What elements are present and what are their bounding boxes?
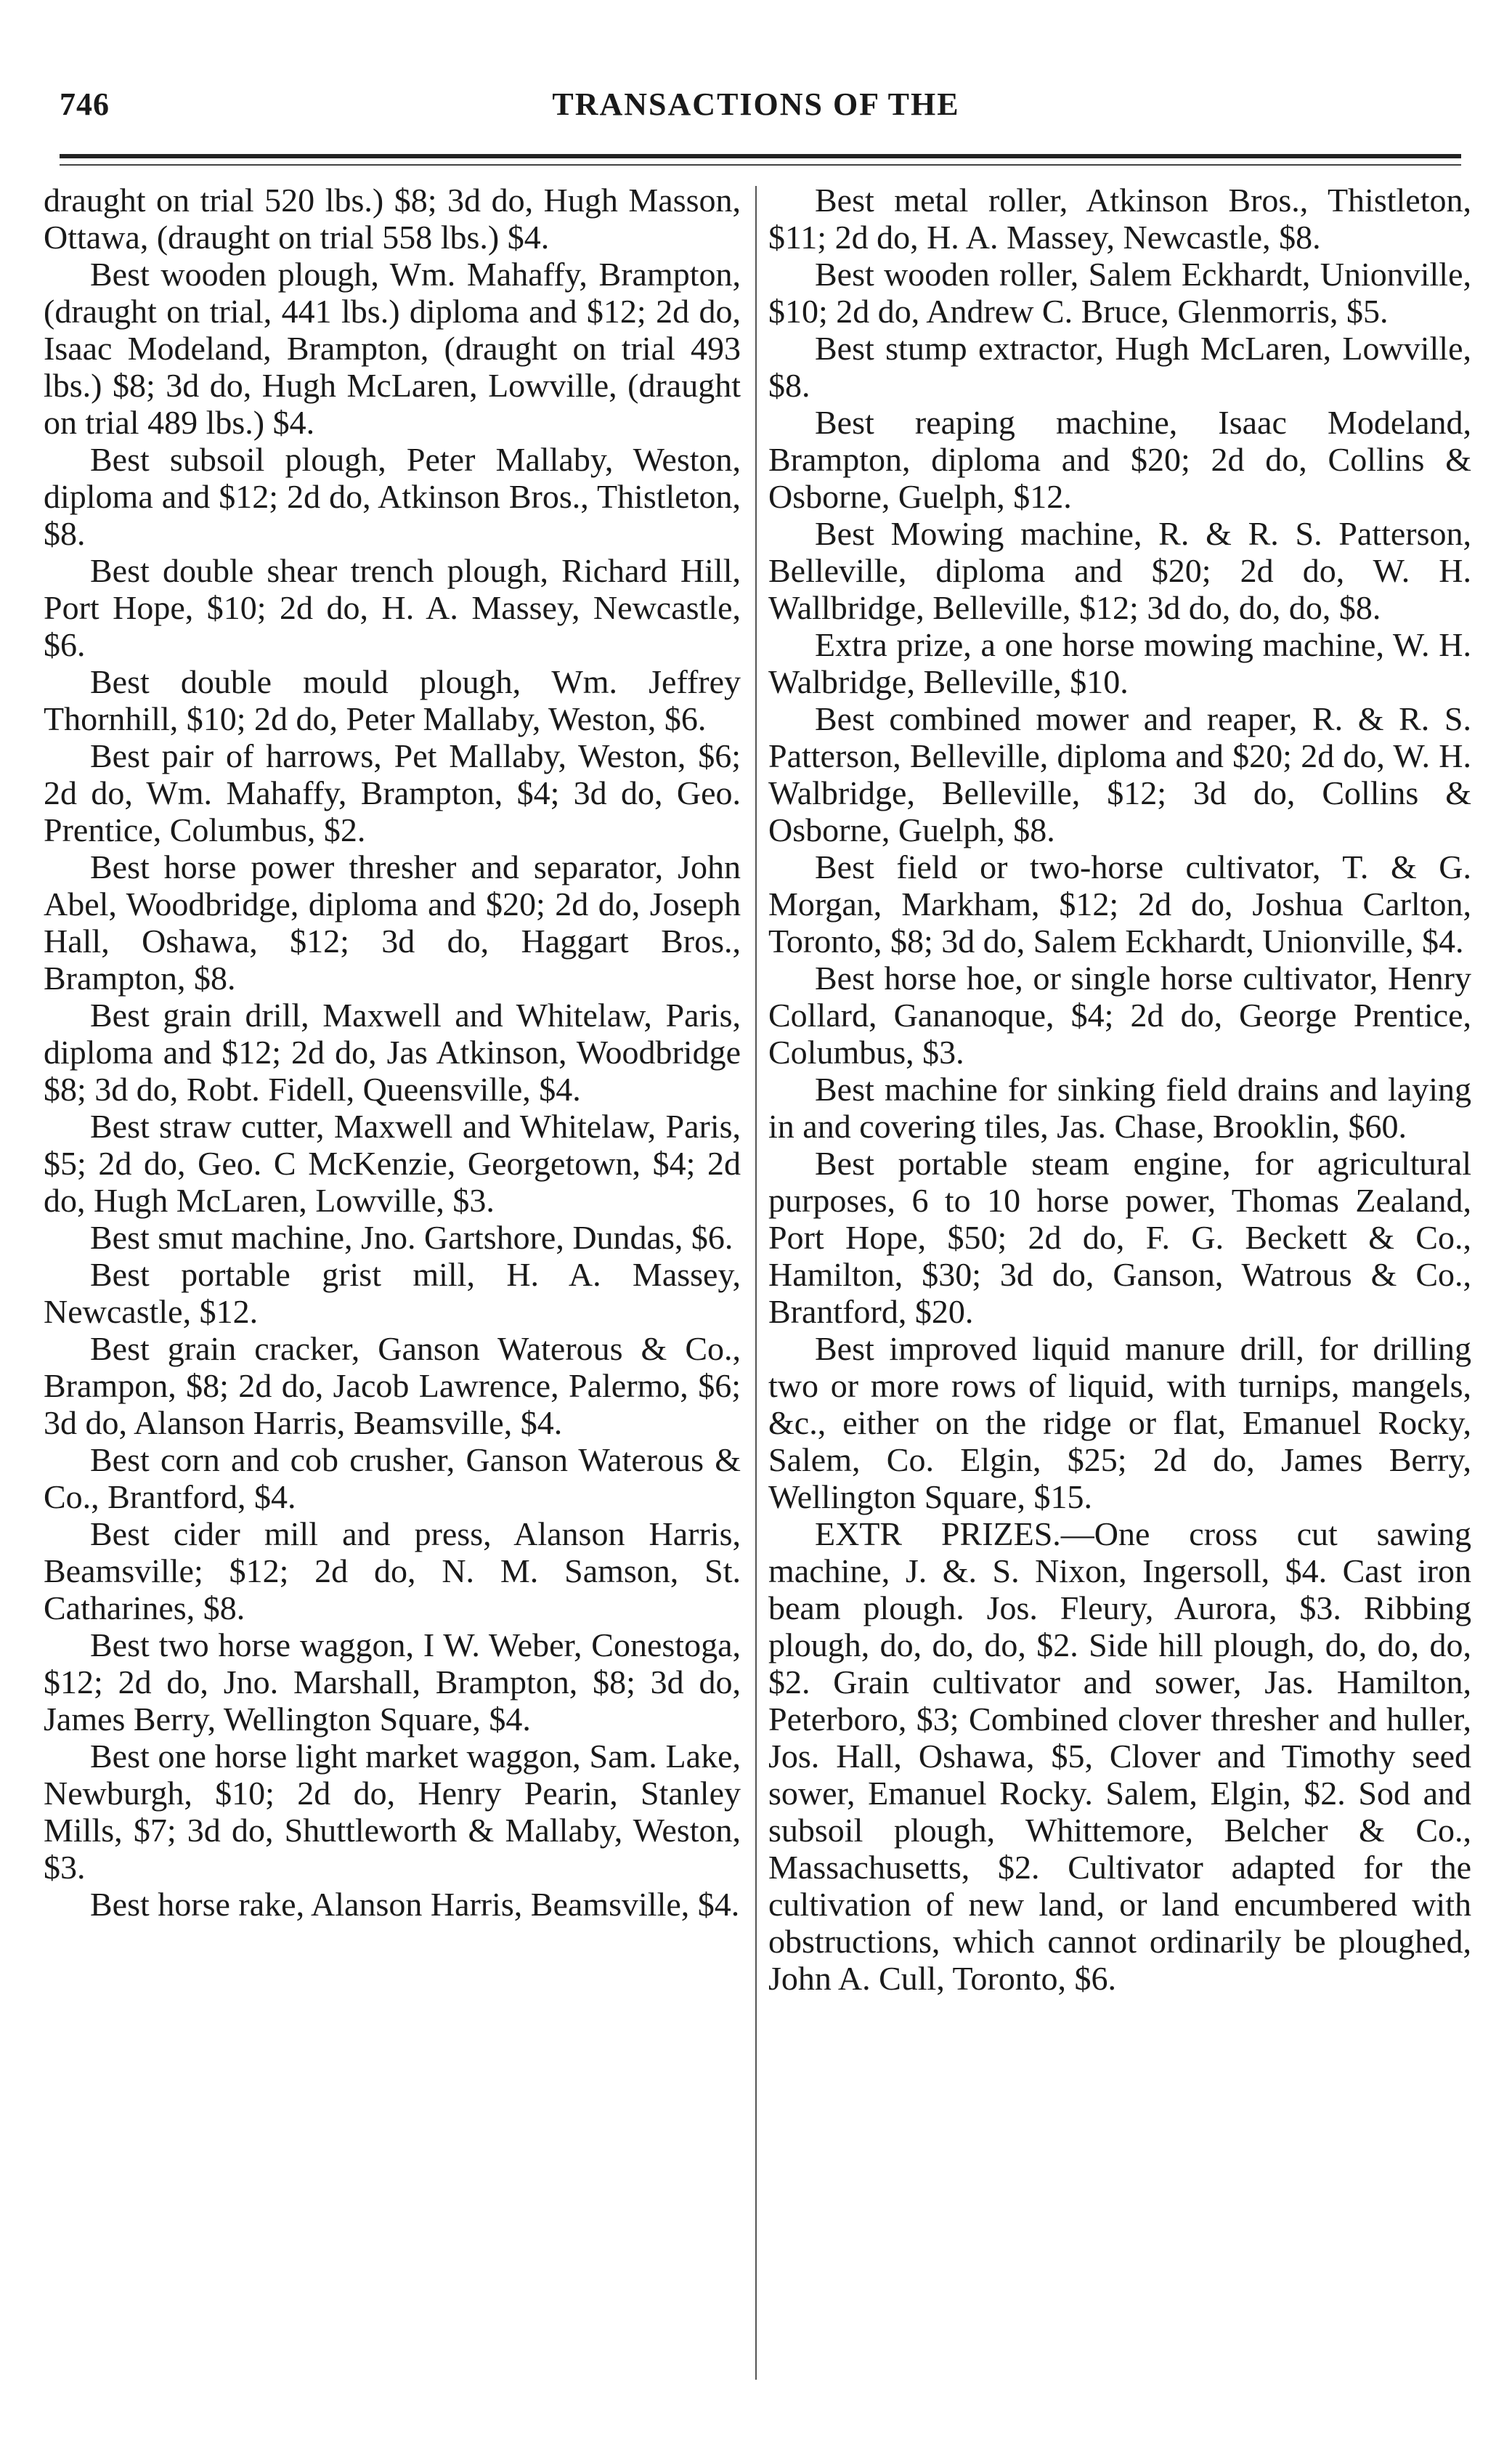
- paragraph: Best field or two-horse cultivator, T. & G. Morgan, Markham, $12; 2d do, Joshua Carlton, Toronto, $8; 3d do, Salem Eckhardt, Unionville, $4.: [768, 848, 1471, 960]
- paragraph: Best subsoil plough, Peter Mallaby, Weston, diploma and $12; 2d do, Atkinson Bros., Thistleton, $8.: [44, 441, 741, 552]
- paragraph: Best machine for sinking field drains and laying in and covering tiles, Jas. Chase, Brooklin, $60.: [768, 1071, 1471, 1145]
- paragraph: Best improved liquid manure drill, for drilling two or more rows of liquid, with turnips, mangels, &c., either on the ridge or flat, Emanuel Rocky, Salem, Co. Elgin, $25; 2d do, James Berry, Wellington Square, $15.: [768, 1330, 1471, 1515]
- header-rule-thick: [60, 154, 1461, 158]
- column-divider: [755, 186, 757, 2380]
- paragraph: Best smut machine, Jno. Gartshore, Dundas, $6.: [90, 1219, 733, 1256]
- left-column: [44, 182, 741, 1923]
- page-title: TRANSACTIONS OF THE: [552, 86, 960, 122]
- right-column: [768, 182, 1471, 1997]
- paragraph: Best straw cutter, Maxwell and Whitelaw, Paris, $5; 2d do, Geo. C McKenzie, Georgetown, $4; 2d do, Hugh McLaren, Lowville, $3.: [44, 1108, 741, 1219]
- paragraph: Best pair of harrows, Pet Mallaby, Weston, $6; 2d do, Wm. Mahaffy, Brampton, $4; 3d do, Geo. Prentice, Columbus, $2.: [44, 737, 741, 848]
- page-header: [44, 86, 1468, 144]
- paragraph: Best grain drill, Maxwell and Whitelaw, Paris, diploma and $12; 2d do, Jas Atkinson, Woodbridge $8; 3d do, Robt. Fidell, Queensville, $4.: [44, 997, 741, 1108]
- paragraph: Best grain cracker, Ganson Waterous & Co., Brampon, $8; 2d do, Jacob Lawrence, Palermo, $6; 3d do, Alanson Harris, Beamsville, $4.: [44, 1330, 741, 1441]
- paragraph: Best horse power thresher and separator, John Abel, Woodbridge, diploma and $20; 2d do, Joseph Hall, Oshawa, $12; 3d do, Haggart Bros., Brampton, $8.: [44, 848, 741, 997]
- paragraph: Best double mould plough, Wm. Jeffrey Thornhill, $10; 2d do, Peter Mallaby, Weston, $6.: [44, 663, 741, 737]
- paragraph: Best reaping machine, Isaac Modeland, Brampton, diploma and $20; 2d do, Collins & Osborne, Guelph, $12.: [768, 404, 1471, 515]
- paragraph: EXTR PRIZES.—One cross cut sawing machine, J. &. S. Nixon, Ingersoll, $4. Cast iron beam plough. Jos. Fleury, Aurora, $3. Ribbing plough, do, do, do, $2. Side hill plough, do, do, do, $2. Grain cultivator and sower, Jas. Hamilton, Peterboro, $3; Combined clover thresher and huller, Jos. Hall, Oshawa, $5, Clover and Timothy seed sower, Emanuel Rocky. Salem, Elgin, $2. Sod and subsoil plough, Whittemore, Belcher & Co., Massachusetts, $2. Cultivator adapted for the cultivation of new land, or land encumbered with obstructions, which cannot ordinarily be ploughed, John A. Cull, Toronto, $6.: [768, 1515, 1471, 1997]
- paragraph: draught on trial 520 lbs.) $8; 3d do, Hugh Masson, Ottawa, (draught on trial 558 lbs.) $4.: [44, 182, 741, 256]
- paragraph: Best wooden plough, Wm. Mahaffy, Brampton, (draught on trial, 441 lbs.) diploma and $12; 2d do, Isaac Modeland, Brampton, (draught on trial 493 lbs.) $8; 3d do, Hugh McLaren, Lowville, (draught on trial 489 lbs.) $4.: [44, 256, 741, 441]
- paragraph: Best corn and cob crusher, Ganson Waterous & Co., Brantford, $4.: [44, 1441, 741, 1515]
- paragraph: Extra prize, a one horse mowing machine, W. H. Walbridge, Belleville, $10.: [768, 626, 1471, 700]
- page-number: 746: [60, 86, 110, 122]
- paragraph: Best wooden roller, Salem Eckhardt, Unionville, $10; 2d do, Andrew C. Bruce, Glenmorris, $5.: [768, 256, 1471, 330]
- paragraph: Best horse rake, Alanson Harris, Beamsville, $4.: [90, 1886, 740, 1923]
- paragraph: Best two horse waggon, I W. Weber, Conestoga, $12; 2d do, Jno. Marshall, Brampton, $8; 3d do, James Berry, Wellington Square, $4.: [44, 1626, 741, 1738]
- paragraph: Best horse hoe, or single horse cultivator, Henry Collard, Gananoque, $4; 2d do, George Prentice, Columbus, $3.: [768, 960, 1471, 1071]
- paragraph: Best portable steam engine, for agricultural purposes, 6 to 10 horse power, Thomas Zealand, Port Hope, $50; 2d do, F. G. Beckett & Co., Hamilton, $30; 3d do, Ganson, Watrous & Co., Brantford, $20.: [768, 1145, 1471, 1330]
- paragraph: Best cider mill and press, Alanson Harris, Beamsville; $12; 2d do, N. M. Samson, St. Catharines, $8.: [44, 1515, 741, 1626]
- header-rule-thin: [60, 164, 1461, 166]
- paragraph: Best double shear trench plough, Richard Hill, Port Hope, $10; 2d do, H. A. Massey, Newcastle, $6.: [44, 552, 741, 663]
- paragraph: Best metal roller, Atkinson Bros., Thistleton, $11; 2d do, H. A. Massey, Newcastle, $8.: [768, 182, 1471, 256]
- paragraph: Best Mowing machine, R. & R. S. Patterson, Belleville, diploma and $20; 2d do, W. H. Wallbridge, Belleville, $12; 3d do, do, do, $8.: [768, 515, 1471, 626]
- paragraph: Best one horse light market waggon, Sam. Lake, Newburgh, $10; 2d do, Henry Pearin, Stanley Mills, $7; 3d do, Shuttleworth & Mallaby, Weston, $3.: [44, 1738, 741, 1886]
- paragraph: Best stump extractor, Hugh McLaren, Lowville, $8.: [768, 330, 1471, 404]
- paragraph: Best portable grist mill, H. A. Massey, Newcastle, $12.: [44, 1256, 741, 1330]
- paragraph: Best combined mower and reaper, R. & R. S. Patterson, Belleville, diploma and $20; 2d do, W. H. Walbridge, Belleville, $12; 3d do, Collins & Osborne, Guelph, $8.: [768, 700, 1471, 848]
